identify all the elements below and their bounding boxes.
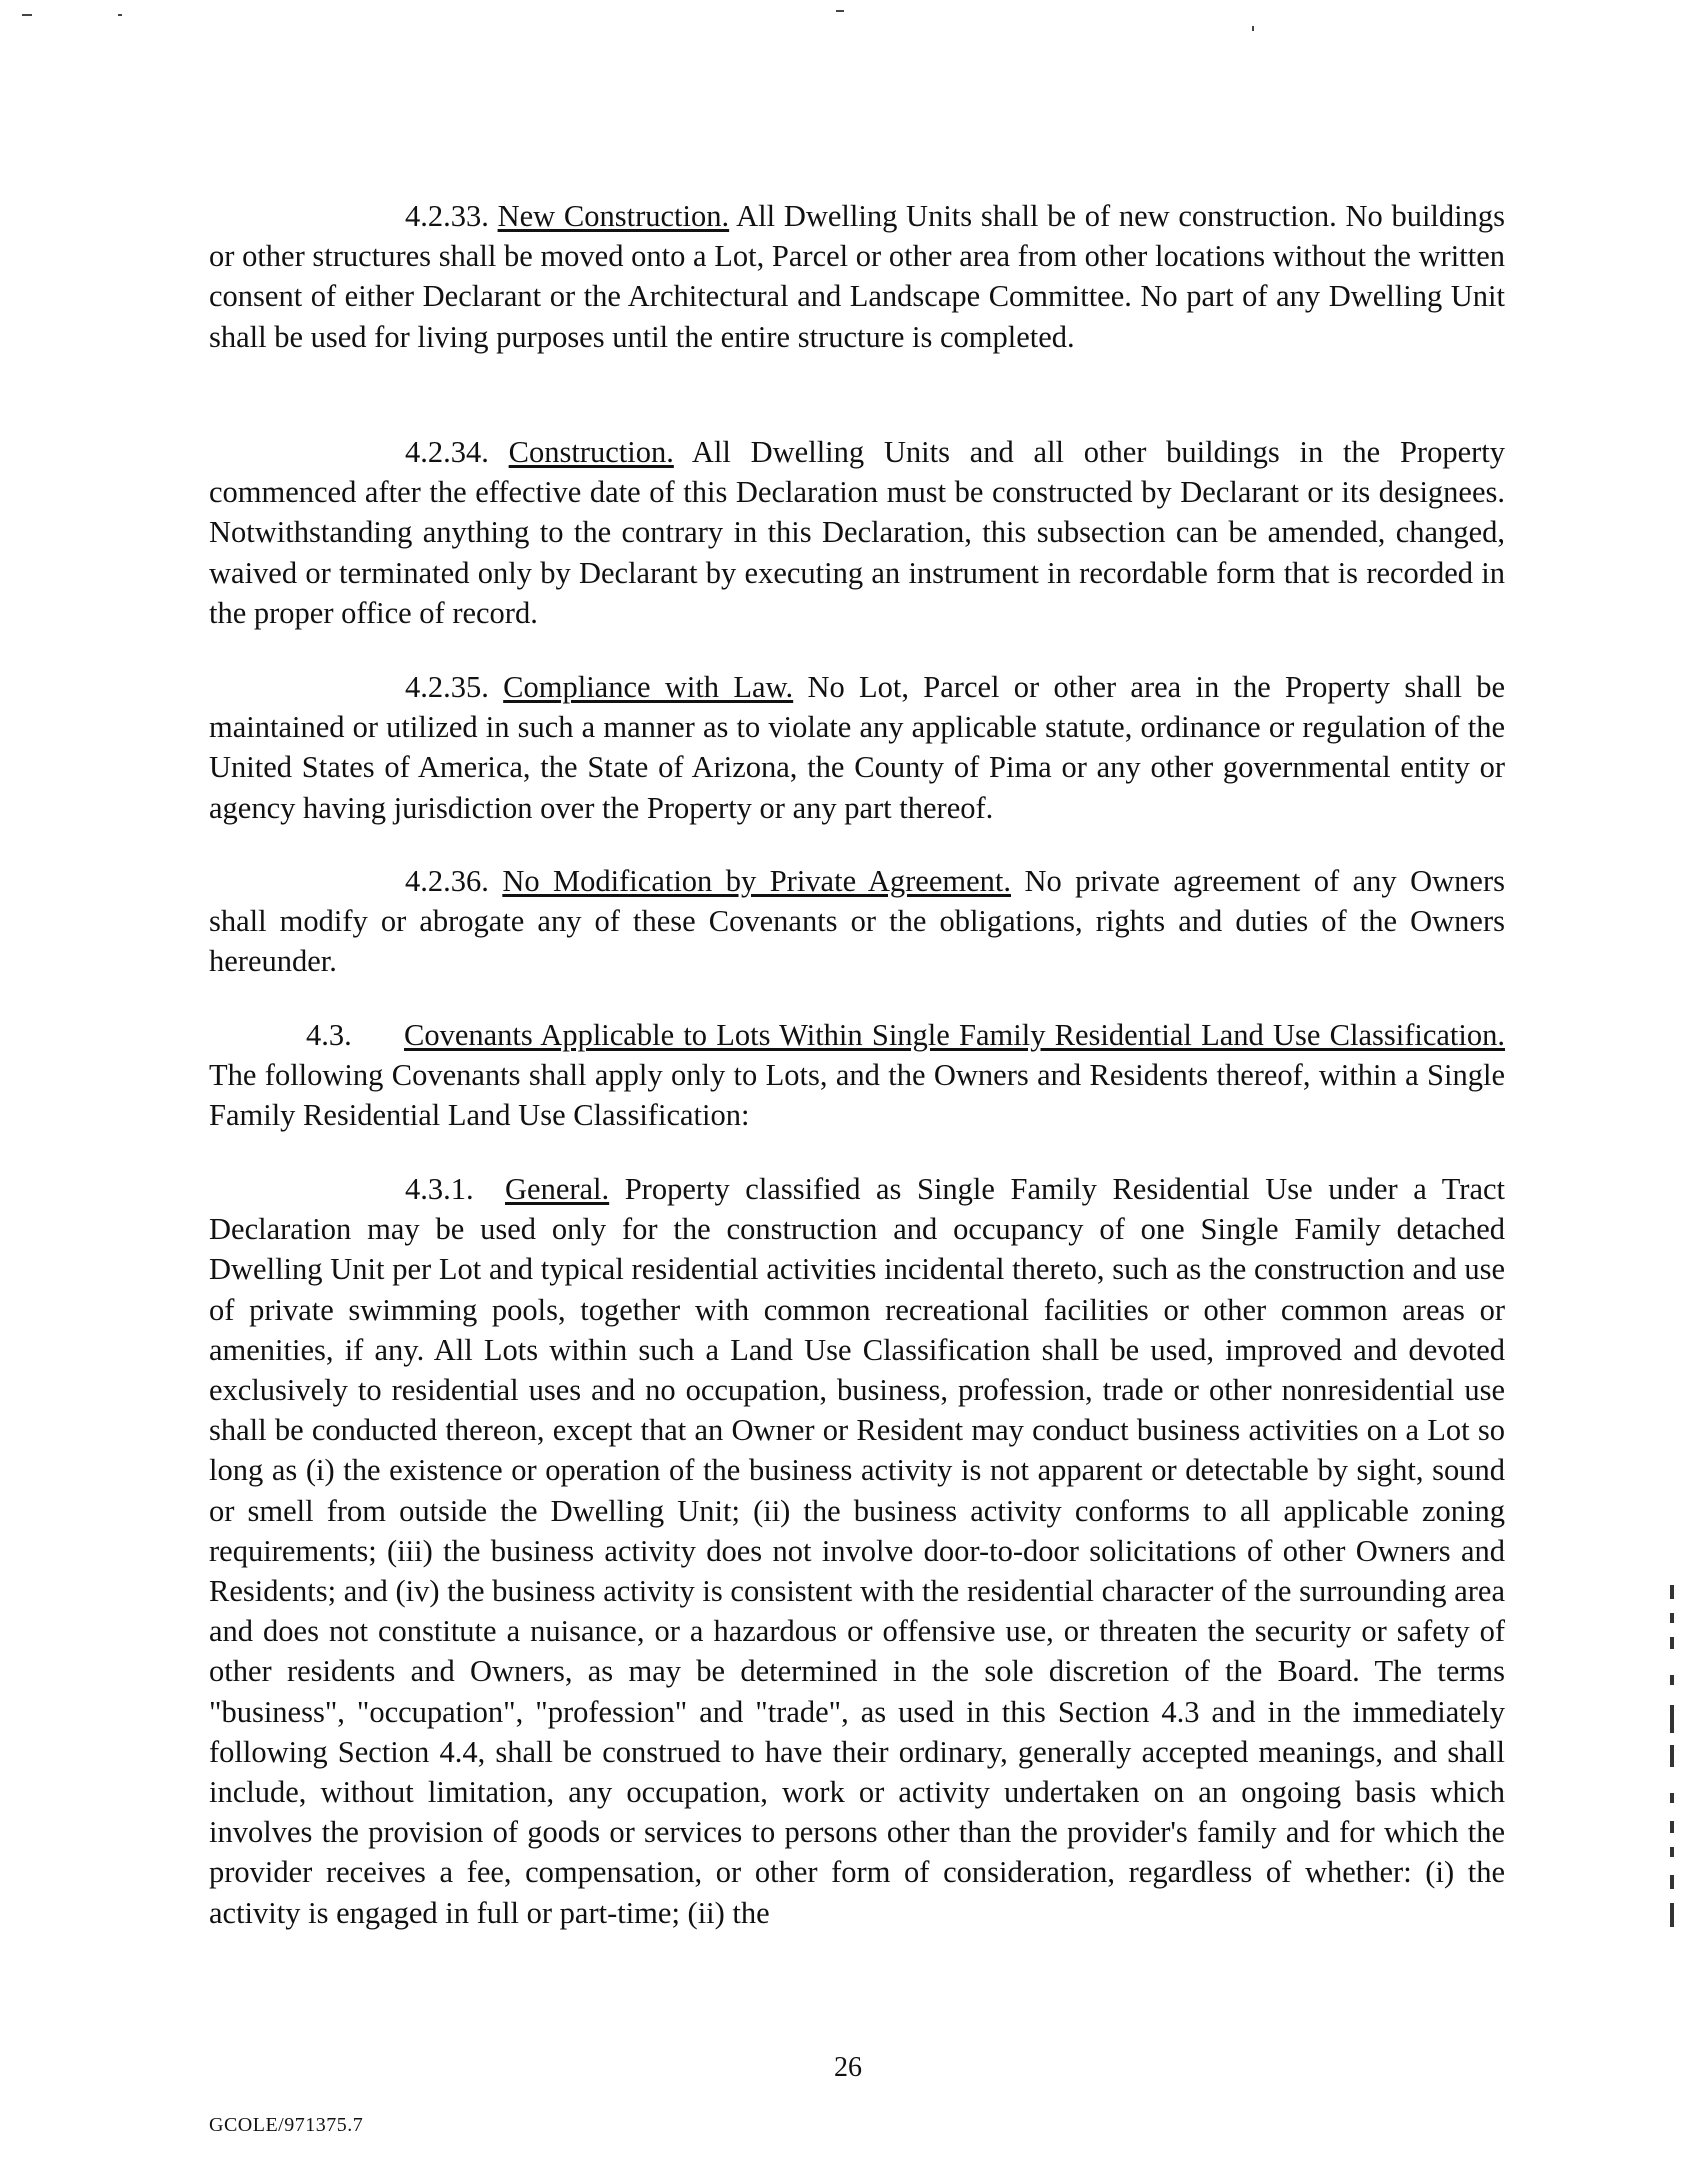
scan-mark — [836, 10, 844, 12]
section-number: 4.2.33. — [405, 199, 489, 233]
scan-mark — [1252, 26, 1254, 31]
section-number: 4.2.34. — [405, 435, 489, 469]
section-heading: No Modification by Private Agreement. — [502, 864, 1011, 898]
section-text: No Lot, Parcel or other area in the Property shall be maintained or utilized in such a manner as to violate any applicable statute, ordinance or regulation of the United States of America, the State of Arizona, the County of Pima or any other governmental entity or agency having jurisdiction over the Property or any part thereof. — [209, 670, 1506, 825]
paragraph-4-2-34 — [209, 432, 1505, 633]
section-text: All Dwelling Units shall be of new construction. No buildings or other structures shall be moved onto a Lot, Parcel or other area from other locations without the written consent of either Declarant or the Architectural and Landscape Committee. No part of any Dwelling Unit shall be used for living purposes until the entire structure is completed. — [209, 199, 1505, 354]
paragraph-4-3-1 — [209, 1169, 1505, 1933]
section-heading: Construction. — [508, 435, 674, 469]
document-id: GCOLE/971375.7 — [209, 2114, 364, 2136]
section-heading: New Construction. — [497, 199, 730, 233]
section-text: No private agreement of any Owners shall modify or abrogate any of these Covenants or the obligations, rights and duties of the Owners hereunder. — [209, 864, 1505, 979]
scan-mark — [118, 14, 122, 16]
paragraph-4-2-33 — [209, 196, 1505, 357]
page-number: 26 — [834, 2052, 862, 2083]
paragraph-4-2-36 — [209, 861, 1505, 982]
section-text: The following Covenants shall apply only to Lots, and the Owners and Residents thereof, within a Single Family Residential Land Use Classification: — [209, 1058, 1505, 1133]
paragraph-4-2-35 — [209, 667, 1505, 828]
section-number: 4.3. — [306, 1018, 352, 1052]
paragraph-4-3 — [209, 1015, 1505, 1136]
scan-mark — [22, 14, 32, 16]
scan-stamp — [1664, 1585, 1684, 1945]
section-number: 4.2.35. — [405, 670, 489, 704]
section-text: Property classified as Single Family Residential Use under a Tract Declaration may be used only for the construction and occupancy of one Single Family detached Dwelling Unit per Lot and typical residential activities incidental thereto, such as the construction and use of private swimming pools, together with common recreational facilities or other common areas or amenities, if any. All Lots within such a Land Use Classification shall be used, improved and devoted exclusively to residential uses and no occupation, business, profession, trade or other nonresidential use shall be conducted thereon, except that an Owner or Resident may conduct business activities on a Lot so long as (i) the existence or operation of the business activity is not apparent or detectable by sight, sound or smell from outside the Dwelling Unit; (ii) the business activity conforms to all applicable zoning requirements; (iii) the business activity does not involve door-to-door solicitations of other Owners and Residents; and (iv) the business activity is consistent with the residential character of the surrounding area and does not constitute a nuisance, or a hazardous or offensive use, or threaten the security or safety of other residents and Owners, as may be determined in the sole discretion of the Board. The terms "business", "occupation", "profession" and "trade", as used in this Section 4.3 and in the immediately following Section 4.4, shall be construed to have their ordinary, generally accepted meanings, and shall include, without limitation, any occupation, work or activity undertaken on an ongoing basis which involves the provision of goods or services to persons other than the provider's family and for which the provider receives a fee, compensation, or other form of consideration, regardless of whether: (i) the activity is engaged in full or part-time; (ii) the — [209, 1172, 1505, 1930]
section-heading: General. — [505, 1172, 610, 1206]
section-text: All Dwelling Units and all other buildings in the Property commenced after the effective date of this Declaration must be constructed by Declarant or its designees. Notwithstanding anything to the contrary in this Declaration, this subsection can be amended, changed, waived or terminated only by Declarant by executing an instrument in recordable form that is recorded in the proper office of record. — [209, 435, 1505, 630]
section-heading: Covenants Applicable to Lots Within Single Family Residential Land Use Classification. — [404, 1018, 1505, 1052]
section-number: 4.3.1. — [405, 1172, 474, 1206]
section-number: 4.2.36. — [405, 864, 489, 898]
section-heading: Compliance with Law. — [503, 670, 794, 704]
